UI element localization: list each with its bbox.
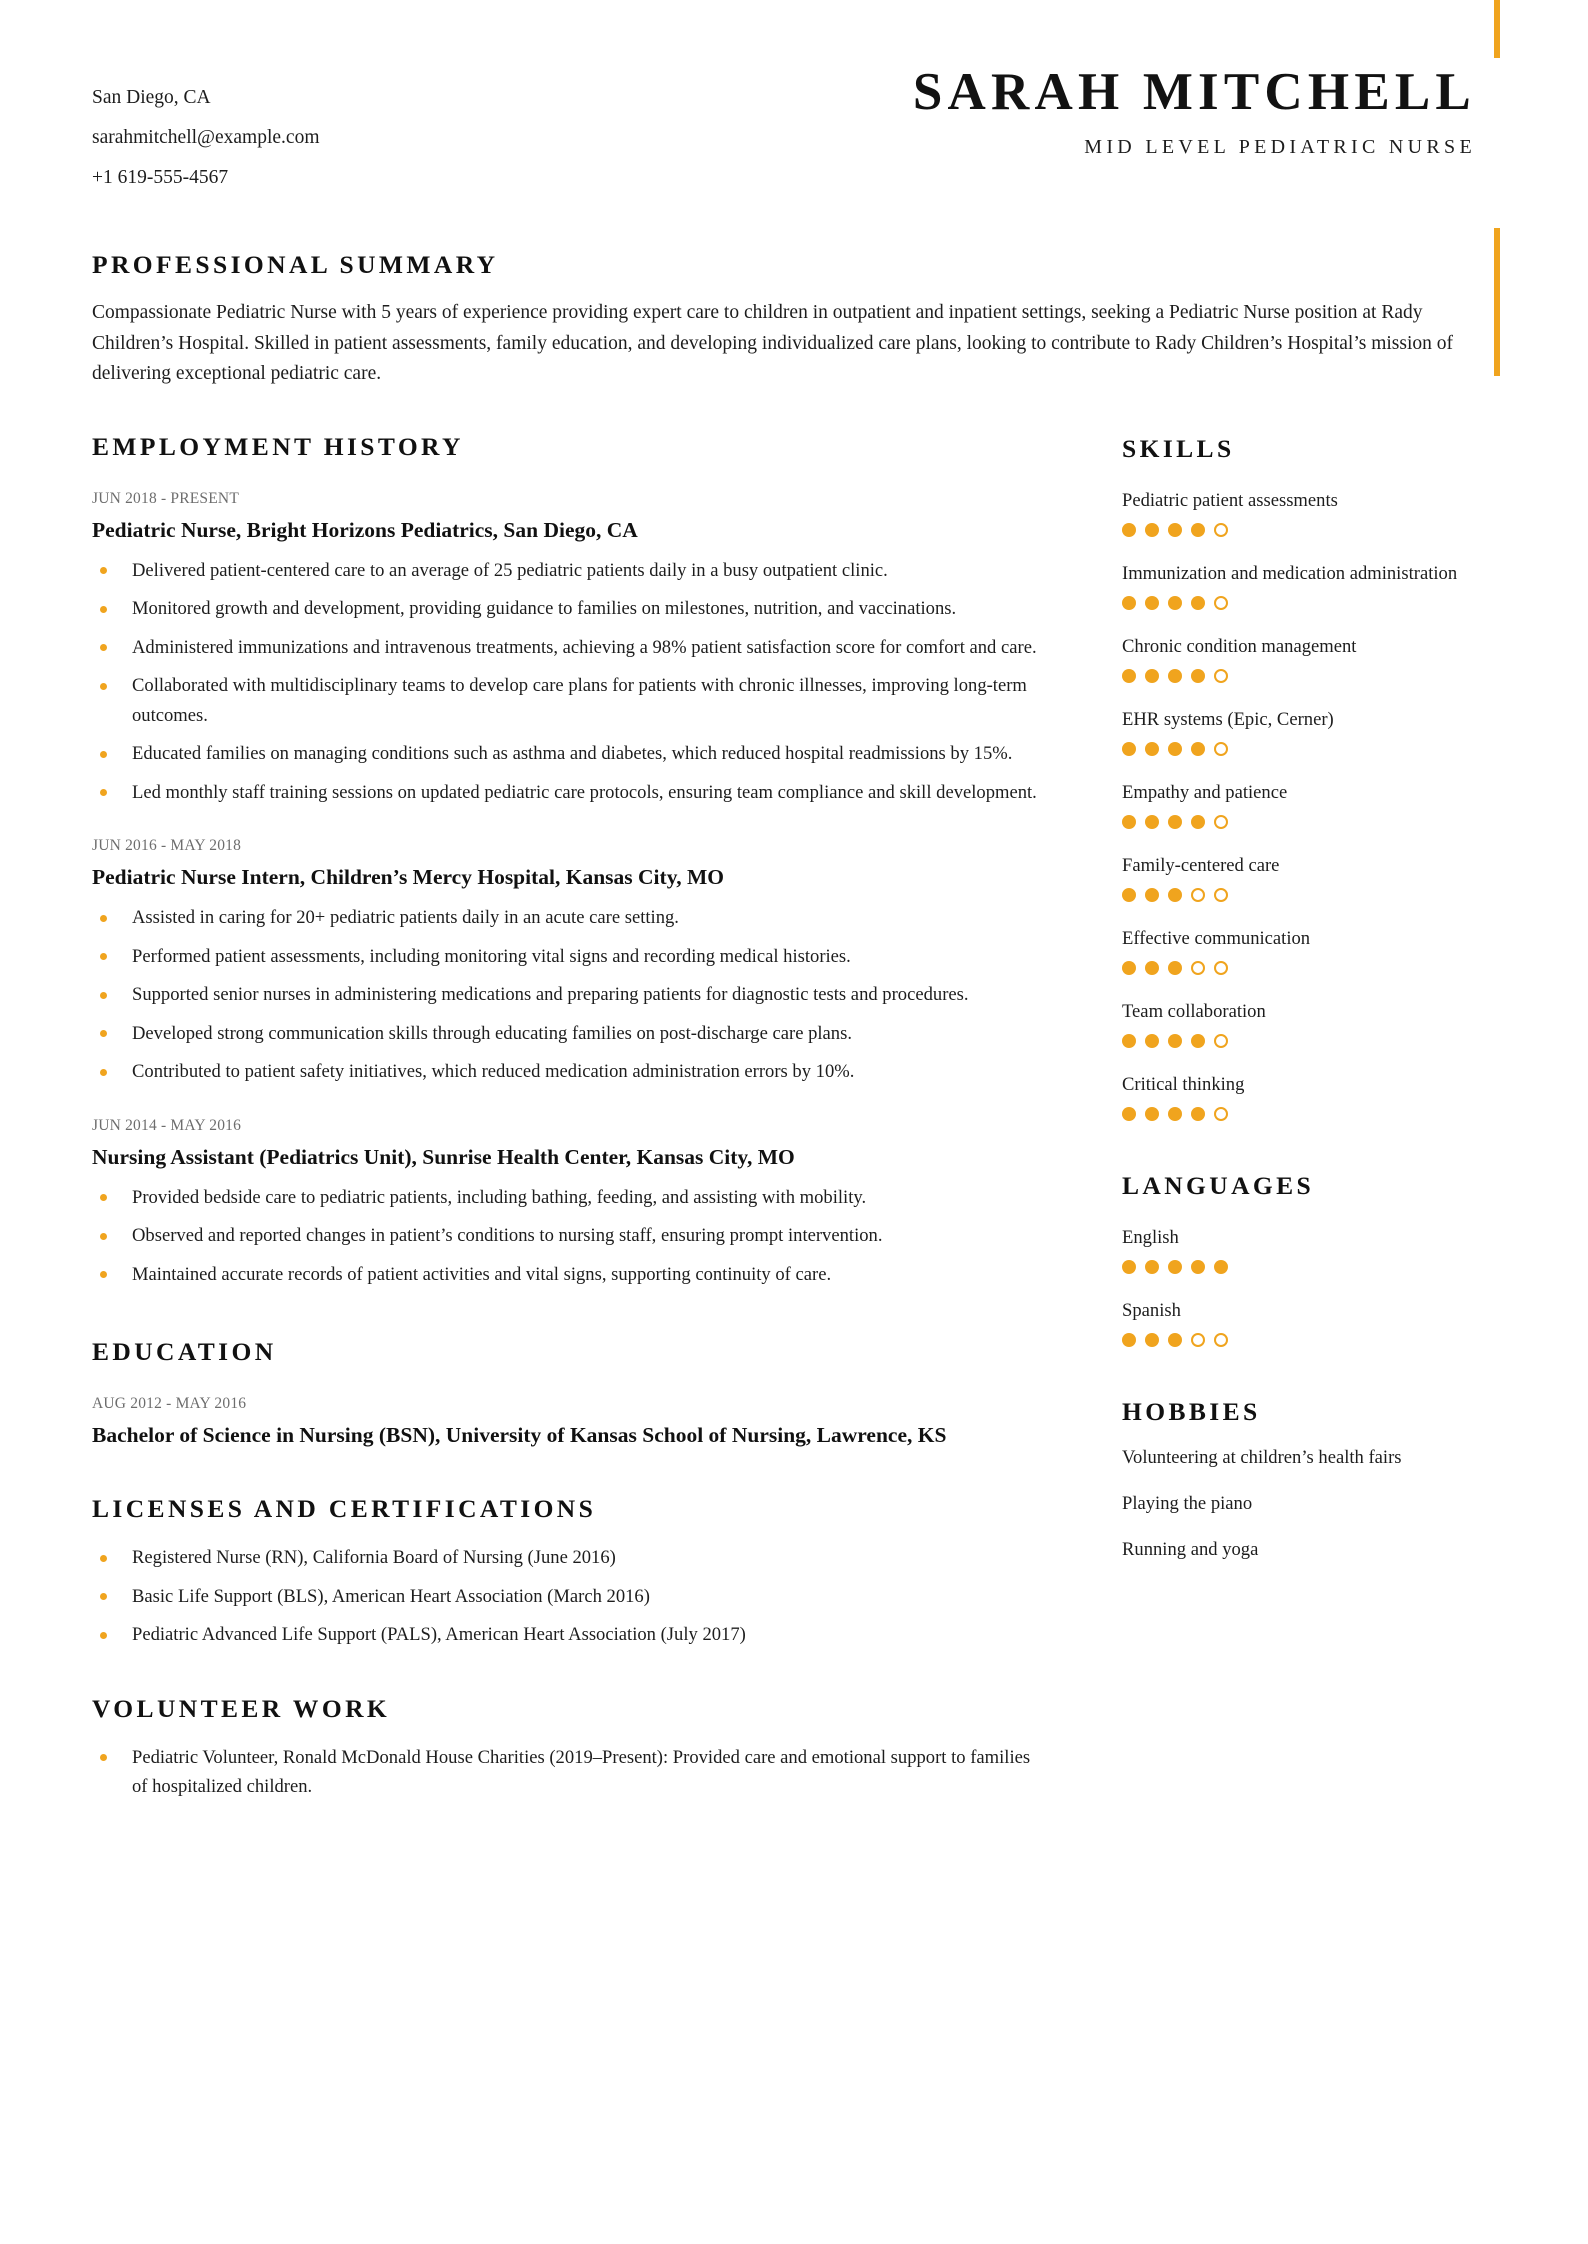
list-item: Collaborated with multidisciplinary teams to develop care plans for patients with chronic illnesses, improving long-term outcomes. [92,671,1042,730]
rating-dot-filled [1168,1107,1182,1121]
licenses-section [92,1494,1042,1650]
language-item-rating [1122,1333,1502,1347]
employment-entry-title: Pediatric Nurse, Bright Horizons Pediatrics, San Diego, CA [92,517,638,542]
skill-item-label: Family-centered care [1122,854,1280,876]
rating-dot-filled [1191,1107,1205,1121]
list-item: Observed and reported changes in patient’s conditions to nursing staff, ensuring prompt intervention. [92,1221,1042,1251]
education-entry [92,1393,1042,1450]
sidebar-column [1122,432,1502,1565]
rating-dot-filled [1168,815,1182,829]
employment-entry-title: Nursing Assistant (Pediatrics Unit), Sunrise Health Center, Kansas City, MO [92,1144,795,1169]
skill-item [1122,1070,1502,1121]
employment-entry-title: Pediatric Nurse Intern, Children’s Mercy Hospital, Kansas City, MO [92,865,725,889]
rating-dot-empty [1214,1107,1228,1121]
rating-dot-empty [1191,1333,1205,1347]
rating-dot-filled [1168,742,1182,756]
language-item [1122,1223,1502,1274]
skill-item [1122,997,1502,1048]
candidate-job-title: MID LEVEL PEDIATRIC NURSE [1084,136,1476,158]
employment-entry-date: JUN 2018 - PRESENT [92,489,239,507]
employment-entry-bullets [92,556,1042,808]
employment-history-heading: EMPLOYMENT HISTORY [92,431,464,461]
rating-dot-filled [1145,1034,1159,1048]
rating-dot-filled [1191,523,1205,537]
rating-dot-filled [1122,669,1136,683]
list-item: Provided bedside care to pediatric patients, including bathing, feeding, and assisting with mobility. [92,1183,1042,1213]
rating-dot-filled [1191,669,1205,683]
rating-dot-empty [1214,1034,1228,1048]
rating-dot-filled [1168,961,1182,975]
skills-section [1122,434,1502,1121]
rating-dot-filled [1145,742,1159,756]
languages-list [1122,1223,1502,1347]
skill-item-rating [1122,523,1502,537]
employment-entry [92,835,1042,1087]
rating-dot-filled [1122,1333,1136,1347]
employment-history-section [92,432,1042,1290]
rating-dot-filled [1122,1034,1136,1048]
hobbies-heading: HOBBIES [1122,1396,1261,1426]
rating-dot-empty [1214,961,1228,975]
volunteer-list [92,1743,1042,1802]
skill-item [1122,705,1502,756]
rating-dot-empty [1214,742,1228,756]
skill-item-rating [1122,742,1502,756]
rating-dot-filled [1122,596,1136,610]
languages-section [1122,1171,1502,1347]
rating-dot-filled [1145,1333,1159,1347]
skill-item-label: Empathy and patience [1122,781,1288,803]
skill-item [1122,778,1502,829]
list-item: Administered immunizations and intravenous treatments, achieving a 98% patient satisfaction score for comfort and care. [92,633,1042,663]
list-item: Delivered patient-centered care to an average of 25 pediatric patients daily in a busy outpatient clinic. [92,556,1042,586]
rating-dot-filled [1122,815,1136,829]
resume-body [0,432,1588,1811]
skills-heading: SKILLS [1122,433,1235,463]
skill-item-rating [1122,888,1502,902]
rating-dot-filled [1168,523,1182,537]
skill-item-label: Pediatric patient assessments [1122,489,1338,511]
professional-summary-heading: PROFESSIONAL SUMMARY [92,250,499,279]
volunteer-section [92,1694,1042,1802]
skill-item-rating [1122,1034,1502,1048]
volunteer-heading: VOLUNTEER WORK [92,1693,391,1723]
rating-dot-filled [1145,888,1159,902]
name-block [913,62,1488,166]
list-item: Pediatric Advanced Life Support (PALS), American Heart Association (July 2017) [92,1620,1042,1650]
rating-dot-filled [1145,669,1159,683]
hobby-item: Playing the piano [1122,1492,1253,1514]
rating-dot-filled [1168,1034,1182,1048]
contact-location: San Diego, CA [92,87,211,108]
rating-dot-filled [1122,961,1136,975]
rating-dot-filled [1122,1260,1136,1274]
rating-dot-empty [1214,596,1228,610]
contact-block [92,62,320,198]
rating-dot-filled [1191,742,1205,756]
resume-header [0,0,1588,198]
list-item: Led monthly staff training sessions on updated pediatric care protocols, ensuring team compliance and skill development. [92,778,1042,808]
list-item: Maintained accurate records of patient activities and vital signs, supporting continuity of care. [92,1260,1042,1290]
list-item: Developed strong communication skills through educating families on post-discharge care plans. [92,1019,1042,1049]
accent-bar-summary [1494,228,1500,376]
skill-item-label: Immunization and medication administration [1122,562,1458,584]
rating-dot-filled [1191,596,1205,610]
employment-entry [92,1115,1042,1290]
rating-dot-filled [1168,1260,1182,1274]
contact-email[interactable]: sarahmitchell@example.com [92,127,320,148]
rating-dot-filled [1168,888,1182,902]
skill-item [1122,632,1502,683]
skill-item [1122,924,1502,975]
rating-dot-empty [1214,815,1228,829]
skill-item-label: Team collaboration [1122,1000,1266,1022]
hobbies-section [1122,1397,1502,1565]
rating-dot-filled [1122,742,1136,756]
contact-phone[interactable]: +1 619-555-4567 [92,167,229,188]
list-item: Performed patient assessments, including monitoring vital signs and recording medical histories. [92,942,1042,972]
employment-entry-bullets [92,903,1042,1087]
skill-item-rating [1122,961,1502,975]
rating-dot-filled [1145,961,1159,975]
rating-dot-filled [1145,1260,1159,1274]
rating-dot-filled [1145,1107,1159,1121]
employment-entry-date: JUN 2016 - MAY 2018 [92,837,242,854]
main-column [92,432,1122,1811]
list-item: Assisted in caring for 20+ pediatric patients daily in an acute care setting. [92,903,1042,933]
skill-item-rating [1122,669,1502,683]
rating-dot-filled [1145,523,1159,537]
rating-dot-filled [1191,1034,1205,1048]
skill-item-label: Chronic condition management [1122,635,1357,657]
rating-dot-filled [1122,523,1136,537]
rating-dot-filled [1191,1260,1205,1274]
education-entry-title: Bachelor of Science in Nursing (BSN), University of Kansas School of Nursing, Lawrence, KS [92,1423,947,1447]
list-item: Contributed to patient safety initiatives, which reduced medication administration errors by 10%. [92,1057,1042,1087]
employment-entry [92,488,1042,808]
rating-dot-filled [1145,815,1159,829]
education-heading: EDUCATION [92,1337,277,1366]
skill-item [1122,559,1502,610]
language-item-label: Spanish [1122,1299,1181,1321]
employment-entry-bullets [92,1183,1042,1290]
professional-summary-text: Compassionate Pediatric Nurse with 5 years of experience providing expert care to children in outpatient and inpatient settings, seeking a Pediatric Nurse position at Rady Children’s Hospital. Skilled in patient assessments, family education, and developing individualized care plans, looking to contribute to Rady Children’s Hospital’s mission of delivering exceptional pediatric care. [92,302,1454,384]
skill-item-rating [1122,815,1502,829]
hobbies-list [1122,1443,1502,1565]
skill-item [1122,486,1502,537]
rating-dot-filled [1122,1107,1136,1121]
rating-dot-filled [1168,596,1182,610]
language-item-rating [1122,1260,1502,1274]
language-item-label: English [1122,1226,1179,1248]
list-item: Basic Life Support (BLS), American Heart Association (March 2016) [92,1582,1042,1612]
list-item: Supported senior nurses in administering medications and preparing patients for diagnostic tests and procedures. [92,980,1042,1010]
languages-heading: LANGUAGES [1122,1170,1315,1200]
skills-list [1122,486,1502,1121]
rating-dot-empty [1214,669,1228,683]
rating-dot-empty [1214,1333,1228,1347]
language-item [1122,1296,1502,1347]
rating-dot-filled [1122,888,1136,902]
hobby-item: Running and yoga [1122,1538,1259,1560]
list-item: Monitored growth and development, providing guidance to families on milestones, nutrition, and vaccinations. [92,594,1042,624]
rating-dot-filled [1214,1260,1228,1274]
candidate-name: SARAH MITCHELL [912,63,1476,121]
education-section [92,1337,1042,1450]
skill-item-label: Critical thinking [1122,1073,1245,1095]
list-item: Educated families on managing conditions such as asthma and diabetes, which reduced hospital readmissions by 15%. [92,739,1042,769]
professional-summary-section [0,250,1588,390]
rating-dot-filled [1145,596,1159,610]
skill-item-rating [1122,596,1502,610]
skill-item [1122,851,1502,902]
skill-item-rating [1122,1107,1502,1121]
rating-dot-filled [1168,669,1182,683]
list-item: Registered Nurse (RN), California Board of Nursing (June 2016) [92,1543,1042,1573]
rating-dot-filled [1168,1333,1182,1347]
education-entry-date: AUG 2012 - MAY 2016 [92,1395,247,1412]
rating-dot-empty [1214,888,1228,902]
hobby-item: Volunteering at children’s health fairs [1122,1446,1402,1468]
rating-dot-filled [1191,815,1205,829]
licenses-list [92,1543,1042,1650]
rating-dot-empty [1191,888,1205,902]
list-item: Pediatric Volunteer, Ronald McDonald House Charities (2019–Present): Provided care and emotional support to families of hospitalized children. [92,1743,1042,1802]
skill-item-label: Effective communication [1122,927,1311,949]
rating-dot-empty [1214,523,1228,537]
skill-item-label: EHR systems (Epic, Cerner) [1122,708,1334,730]
licenses-heading: LICENSES AND CERTIFICATIONS [92,1494,597,1523]
employment-entry-date: JUN 2014 - MAY 2016 [92,1116,242,1134]
rating-dot-empty [1191,961,1205,975]
